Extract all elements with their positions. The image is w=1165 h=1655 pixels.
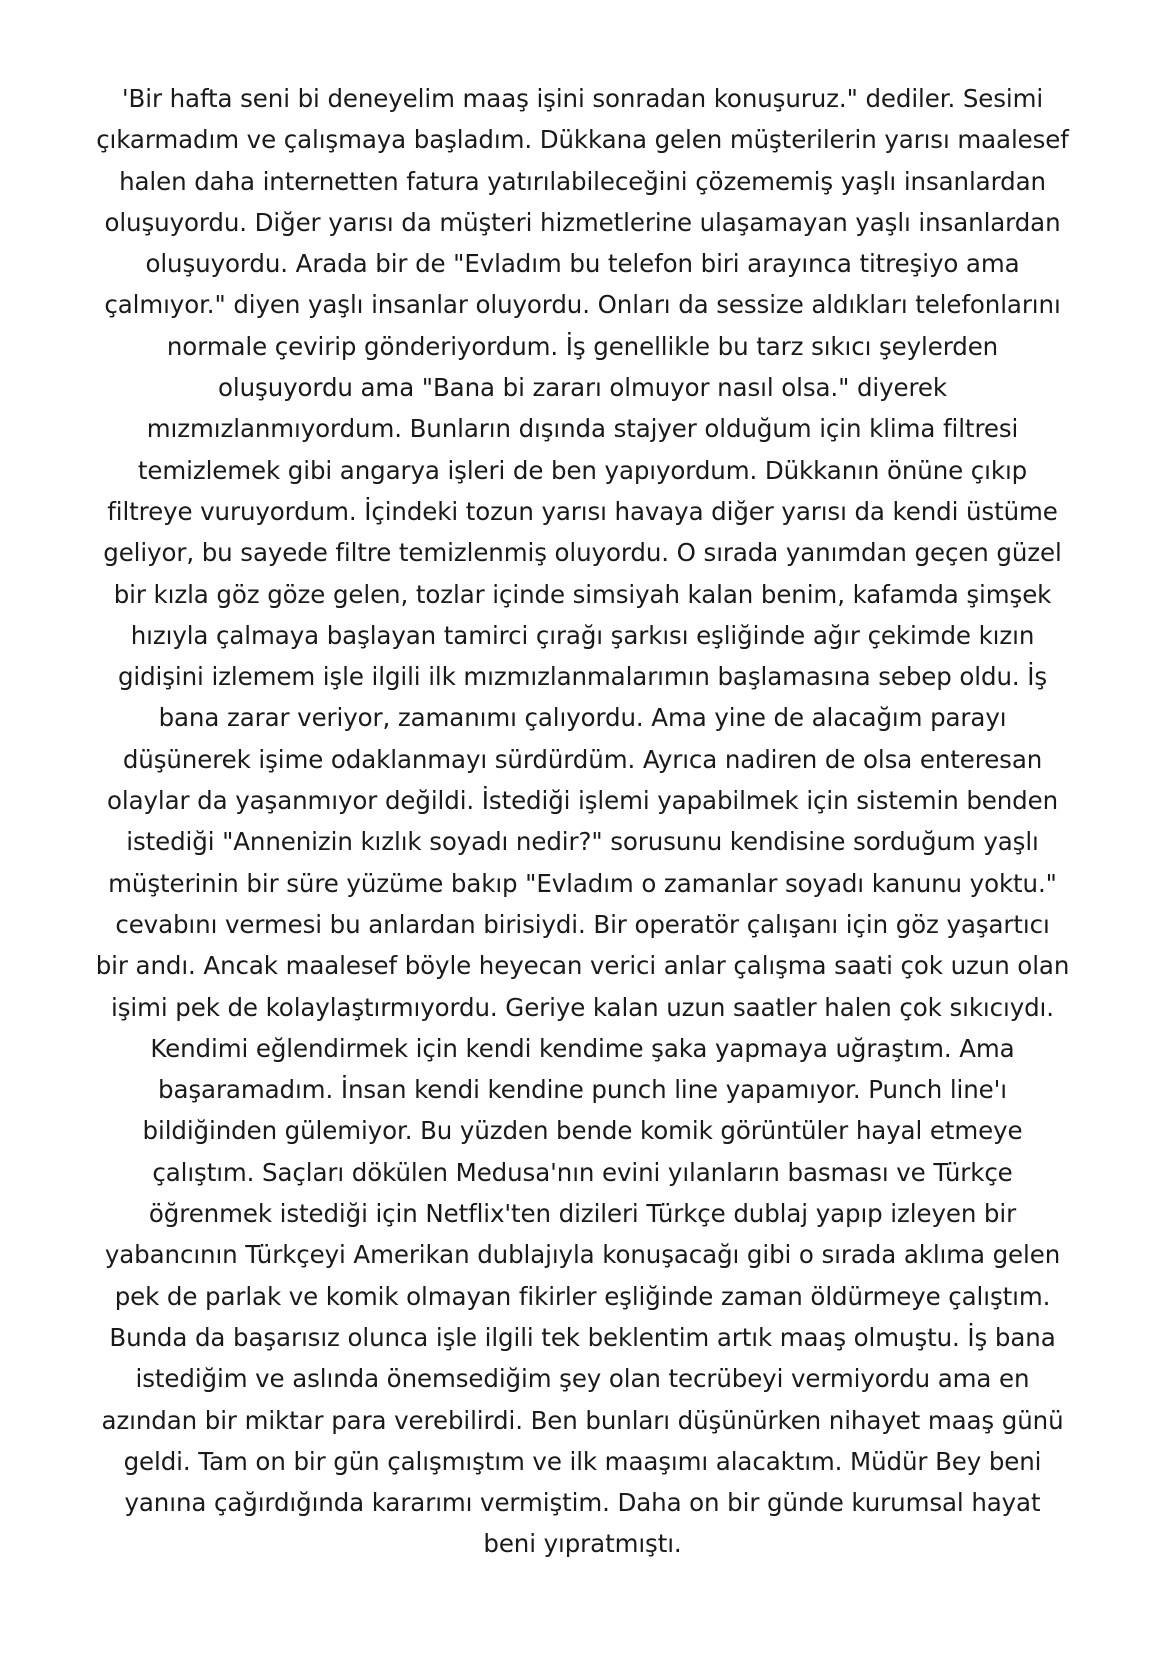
text-line: halen daha internetten fatura yatırılabileceğini çözememiş yaşlı insanlardan <box>119 166 1046 196</box>
text-line: olaylar da yaşanmıyor değildi. İstediği işlemi yapabilmek için sistemin benden <box>106 786 1059 816</box>
text-line: bildiğinden gülemiyor. Bu yüzden bende komik görüntüler hayal etmeye <box>142 1116 1023 1146</box>
text-line: filtreye vuruyordum. İçindeki tozun yarısı havaya diğer yarısı da kendi üstüme <box>107 496 1058 526</box>
text-line: istediği "Annenizin kızlık soyadı nedir?" sorusunu kendisine sorduğum yaşlı <box>126 827 1039 857</box>
text-line: gidişini izlemem işle ilgili ilk mızmızlanmalarımın başlamasına sebep oldu. İş <box>117 662 1048 692</box>
text-line: pek de parlak ve komik olmayan fikirler eşliğinde zaman öldürmeye çalıştım. <box>114 1281 1051 1311</box>
text-line: başaramadım. İnsan kendi kendine punch line yapamıyor. Punch line'ı <box>158 1075 1007 1105</box>
text-line: oluşuyordu ama "Bana bi zararı olmuyor nasıl olsa." diyerek <box>218 373 947 403</box>
text-line: işimi pek de kolaylaştırmıyordu. Geriye kalan uzun saatler halen çok sıkıcıydı. <box>111 992 1054 1022</box>
text-line: Kendimi eğlendirmek için kendi kendime şaka yapmaya uğraştım. Ama <box>150 1033 1015 1063</box>
text-line: 'Bir hafta seni bi deneyelim maaş işini sonradan konuşuruz." dediler. Sesimi <box>121 84 1044 113</box>
text-line: yanına çağırdığında kararımı vermiştim. Daha on bir günde kurumsal hayat <box>124 1488 1041 1518</box>
text-line: mızmızlanmıyordum. Bunların dışında stajyer olduğum için klima filtresi <box>146 414 1019 444</box>
text-line: azından bir miktar para verebilirdi. Ben bunları düşünürken nihayet maaş günü <box>101 1405 1064 1435</box>
text-line: beni yıpratmıştı. <box>483 1529 682 1559</box>
body-text <box>80 78 1085 1565</box>
text-line: bir kızla göz göze gelen, tozlar içinde simsiyah kalan benim, kafamda şimşek <box>113 579 1052 609</box>
text-line: çalmıyor." diyen yaşlı insanlar oluyordu. Onları da sessize aldıkları telefonlarını <box>104 290 1061 320</box>
text-line: müşterinin bir süre yüzüme bakıp "Evladım o zamanlar soyadı kanunu yoktu." <box>108 868 1057 898</box>
text-line: hızıyla çalmaya başlayan tamirci çırağı şarkısı eşliğinde ağır çekimde kızın <box>130 620 1035 650</box>
text-line: oluşuyordu. Arada bir de "Evladım bu telefon biri arayınca titreşiyo ama <box>145 249 1020 279</box>
text-line: öğrenmek istediği için Netflix'ten dizileri Türkçe dublaj yapıp izleyen bir <box>148 1199 1017 1229</box>
text-line: oluşuyordu. Diğer yarısı da müşteri hizmetlerine ulaşamayan yaşlı insanlardan <box>104 207 1061 237</box>
text-line: düşünerek işime odaklanmayı sürdürdüm. Ayrıca nadiren de olsa enteresan <box>122 744 1043 774</box>
text-line: çıkarmadım ve çalışmaya başladım. Dükkana gelen müşterilerin yarısı maalesef <box>96 125 1069 155</box>
text-line: normale çevirip gönderiyordum. İş genellikle bu tarz sıkıcı şeylerden <box>166 331 999 361</box>
text-line: bir andı. Ancak maalesef böyle heyecan verici anlar çalışma saati çok uzun olan <box>95 951 1070 981</box>
text-line: yabancının Türkçeyi Amerikan dublajıyla konuşacağı gibi o sırada aklıma gelen <box>104 1240 1061 1270</box>
text-line: Bunda da başarısız olunca işle ilgili tek beklentim artık maaş olmuştu. İş bana <box>109 1322 1056 1352</box>
text-line: bana zarar veriyor, zamanımı çalıyordu. Ama yine de alacağım parayı <box>158 703 1007 733</box>
text-line: çalıştım. Saçları dökülen Medusa'nın evini yılanların basması ve Türkçe <box>152 1157 1013 1187</box>
text-line: geldi. Tam on bir gün çalışmıştım ve ilk maaşımı alacaktım. Müdür Bey beni <box>123 1446 1042 1476</box>
text-line: temizlemek gibi angarya işleri de ben yapıyordum. Dükkanın önüne çıkıp <box>137 455 1028 485</box>
text-line: istediğim ve aslında önemsediğim şey olan tecrübeyi vermiyordu ama en <box>135 1364 1030 1394</box>
text-line: cevabını vermesi bu anlardan birisiydi. Bir operatör çalışanı için göz yaşartıcı <box>115 909 1050 939</box>
text-line: geliyor, bu sayede filtre temizlenmiş oluyordu. O sırada yanımdan geçen güzel <box>103 538 1062 568</box>
